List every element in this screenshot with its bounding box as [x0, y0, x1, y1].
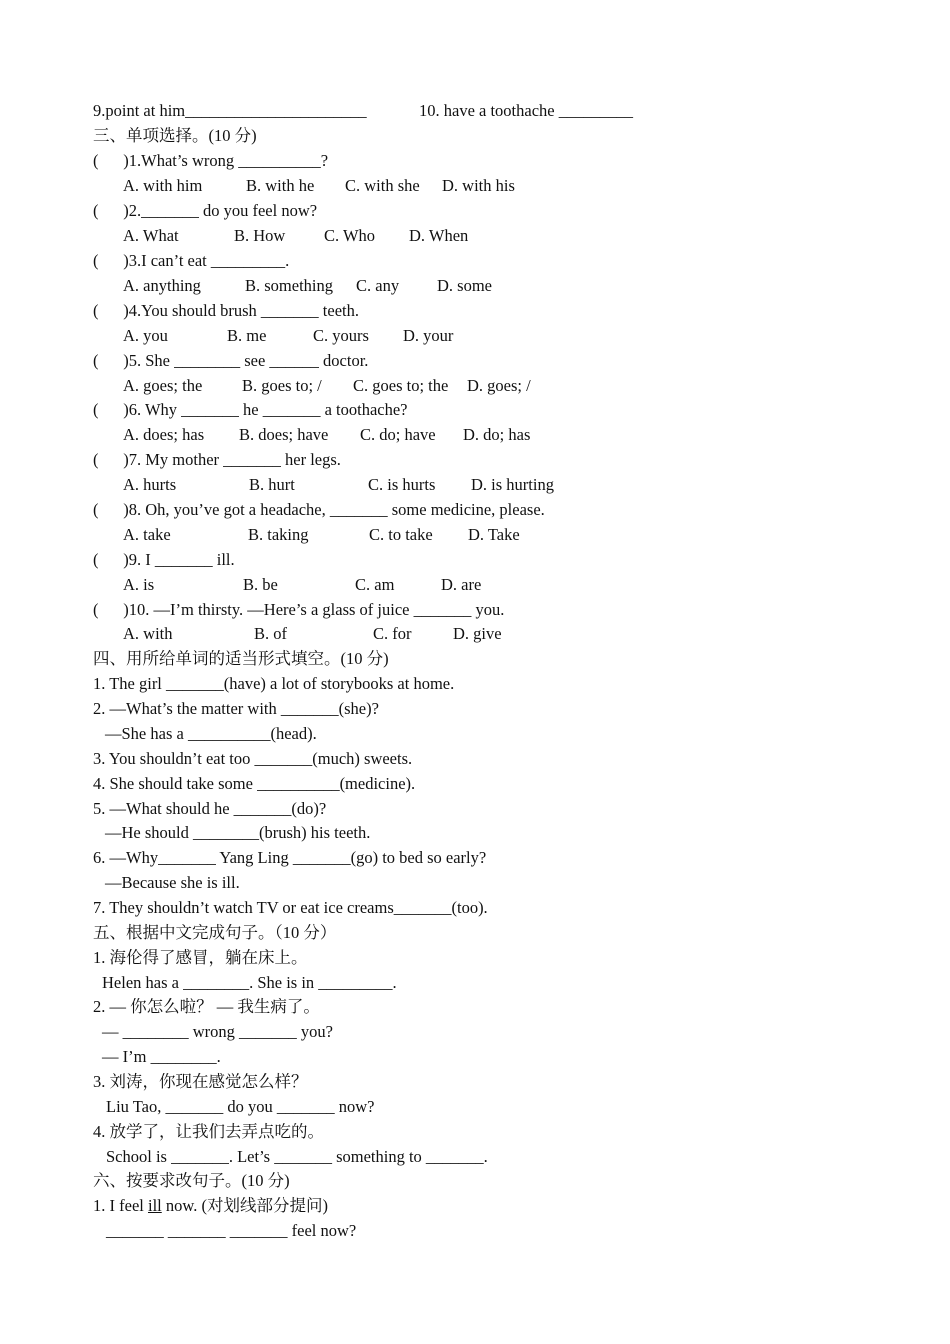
mc-option: C. yours: [313, 326, 369, 345]
mc-option: C. am: [355, 575, 395, 594]
mc-option: C. Who: [324, 226, 376, 245]
mc-option: B. be: [243, 575, 278, 594]
mc-options-row: [123, 473, 554, 497]
fill-word-form-line: —Because she is ill.: [105, 873, 240, 892]
mc-option: B. me: [227, 326, 267, 345]
fill-word-form-line: 4. She should take some __________(medicine).: [93, 774, 416, 793]
transform-answer-line: _______ _______ _______ feel now?: [106, 1221, 357, 1240]
mc-option: A. you: [123, 326, 168, 345]
mc-option: B. taking: [248, 525, 309, 544]
fill-word-form-line: 2. —What’s the matter with _______(she)?: [93, 699, 379, 718]
mc-options-row: [123, 324, 454, 348]
translation-prompt: 1. 海伦得了感冒，躺在床上。: [93, 948, 308, 967]
fill-word-form-line: 7. They shouldn’t watch TV or eat ice creams_______(too).: [93, 898, 488, 917]
mc-option: A. anything: [123, 276, 201, 295]
mc-question-stem: ( )6. Why _______ he _______ a toothache?: [93, 400, 408, 419]
mc-option: D. your: [403, 326, 454, 345]
translation-prompt: 4. 放学了，让我们去弄点吃的。: [93, 1122, 324, 1141]
section-6-title: 六、按要求改句子。(10 分): [93, 1171, 290, 1190]
mc-option: C. goes to; the: [353, 376, 449, 395]
underlined-word: ill: [147, 1196, 162, 1215]
mc-option: C. any: [356, 276, 400, 295]
section-4-title: 四、用所给单词的适当形式填空。(10 分): [93, 649, 389, 668]
mc-option: A. with: [123, 624, 173, 643]
mc-option: C. do; have: [360, 425, 436, 444]
fill-word-form-line: 1. The girl _______(have) a lot of storybooks at home.: [93, 674, 455, 693]
mc-option: C. to take: [369, 525, 433, 544]
mc-option: B. of: [254, 624, 287, 643]
transform-q1-prefix: 1. I feel: [93, 1196, 148, 1215]
mc-option: A. What: [123, 226, 179, 245]
mc-option: A. does; has: [123, 425, 205, 444]
mc-option: D. goes; /: [467, 376, 531, 395]
translation-answer-line: — ________ wrong _______ you?: [102, 1022, 333, 1041]
mc-option: B. How: [234, 226, 286, 245]
mc-options-row: [123, 523, 520, 547]
mc-option: D. When: [409, 226, 469, 245]
mc-option: B. does; have: [239, 425, 329, 444]
mc-question-stem: ( )10. —I’m thirsty. —Here’s a glass of juice _______ you.: [93, 600, 505, 619]
transform-question-1: [93, 1194, 328, 1218]
mc-option: B. something: [245, 276, 334, 295]
fill-item-10: 10. have a toothache _________: [419, 101, 633, 120]
mc-option: A. hurts: [123, 475, 177, 494]
section-3-title: 三、单项选择。(10 分): [93, 126, 257, 145]
mc-question-stem: ( )7. My mother _______ her legs.: [93, 450, 341, 469]
mc-options-row: [123, 374, 531, 398]
fill-word-form-line: —She has a __________(head).: [105, 724, 317, 743]
mc-question-stem: ( )4.You should brush _______ teeth.: [93, 301, 359, 320]
fill-item-9: 9.point at him______________________: [93, 101, 367, 120]
mc-option: B. hurt: [249, 475, 295, 494]
mc-option: D. do; has: [463, 425, 531, 444]
mc-option: C. is hurts: [368, 475, 436, 494]
mc-option: D. give: [453, 624, 502, 643]
mc-question-stem: ( )1.What’s wrong __________?: [93, 151, 329, 170]
translation-prompt: 2. — 你怎么啦？ — 我生病了。: [93, 997, 320, 1016]
translation-answer-line: Liu Tao, _______ do you _______ now?: [106, 1097, 375, 1116]
mc-question-stem: ( )5. She ________ see ______ doctor.: [93, 351, 369, 370]
fill-item-9-10-row: [93, 99, 633, 123]
translation-answer-line: Helen has a ________. She is in _________.: [102, 973, 397, 992]
translation-prompt: 3. 刘涛，你现在感觉怎么样？: [93, 1072, 308, 1091]
section-5-title: 五、根据中文完成句子。（10 分）: [93, 923, 337, 942]
fill-word-form-line: 6. —Why_______ Yang Ling _______(go) to bed so early?: [93, 848, 487, 867]
mc-option: A. take: [123, 525, 171, 544]
mc-options-row: [123, 622, 502, 646]
fill-word-form-line: 5. —What should he _______(do)?: [93, 799, 327, 818]
mc-option: D. is hurting: [471, 475, 554, 494]
mc-options-row: [123, 274, 492, 298]
mc-option: D. some: [437, 276, 492, 295]
mc-options-row: [123, 174, 515, 198]
fill-word-form-line: —He should ________(brush) his teeth.: [105, 823, 371, 842]
mc-option: A. with him: [123, 176, 203, 195]
mc-question-stem: ( )3.I can’t eat _________.: [93, 251, 290, 270]
mc-options-row: [123, 423, 531, 447]
translation-answer-line: — I’m ________.: [102, 1047, 221, 1066]
mc-question-stem: ( )8. Oh, you’ve got a headache, _______ some medicine, please.: [93, 500, 545, 519]
mc-option: B. with he: [246, 176, 315, 195]
mc-option: C. for: [373, 624, 412, 643]
mc-option: B. goes to; /: [242, 376, 322, 395]
mc-option: A. goes; the: [123, 376, 203, 395]
mc-option: D. Take: [468, 525, 520, 544]
translation-answer-line: School is _______. Let’s _______ something to _______.: [106, 1147, 488, 1166]
mc-option: D. are: [441, 575, 482, 594]
fill-word-form-line: 3. You shouldn’t eat too _______(much) sweets.: [93, 749, 413, 768]
mc-question-stem: ( )2._______ do you feel now?: [93, 201, 318, 220]
transform-q1-suffix: now. (对划线部分提问): [161, 1196, 328, 1215]
mc-options-row: [123, 224, 469, 248]
mc-option: A. is: [123, 575, 155, 594]
mc-option: C. with she: [345, 176, 420, 195]
mc-option: D. with his: [442, 176, 515, 195]
mc-options-row: [123, 573, 482, 597]
mc-question-stem: ( )9. I _______ ill.: [93, 550, 235, 569]
